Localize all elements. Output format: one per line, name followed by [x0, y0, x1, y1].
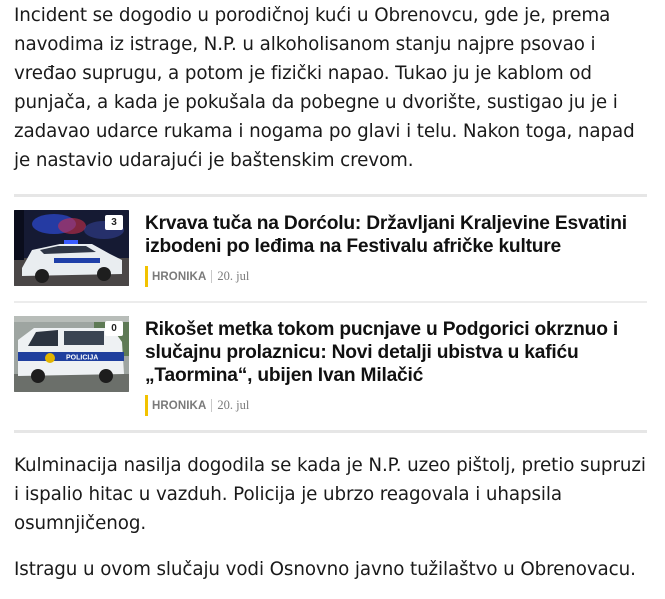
- meta-divider: [211, 270, 212, 283]
- category-label[interactable]: HRONIKA: [152, 399, 207, 412]
- article-paragraph: Kulminacija nasilja dogodila se kada je N.P. uzeo pištolj, pretio supruzi i ispalio hitac u vazduh. Policija je ubrzo reagovala i uhapsila osumnjičenog.: [14, 455, 646, 534]
- publish-date: 20. jul: [217, 269, 250, 283]
- related-article-item[interactable]: [14, 301, 647, 430]
- category-label[interactable]: HRONIKA: [152, 270, 207, 283]
- police-label: POLICIJA: [66, 354, 99, 362]
- article-meta: [145, 266, 647, 287]
- article-thumbnail[interactable]: [14, 316, 129, 392]
- publish-date: 20. jul: [217, 398, 250, 412]
- comment-count-badge: 3: [105, 215, 123, 230]
- related-article-item[interactable]: [14, 197, 647, 301]
- article-paragraph: Istragu u ovom slučaju vodi Osnovno javno tužilaštvo u Obrenovacu.: [14, 559, 636, 580]
- category-accent-bar: [145, 395, 148, 416]
- article-body: [0, 1, 665, 584]
- article-meta: [145, 395, 647, 416]
- comment-count-badge: 0: [105, 321, 123, 336]
- related-article-title[interactable]: Krvava tuča na Dorćolu: Državljani Kraljevine Esvatini izbodeni po leđima na Festivalu afričke kulture: [145, 213, 627, 257]
- related-article-title[interactable]: Rikošet metka tokom pucnjave u Podgorici okrznuo i slučajnu prolaznicu: Novi detalji ubistva u kafiću „Taormina“, ubijen Ivan Milačić: [145, 319, 618, 386]
- category-accent-bar: [145, 266, 148, 287]
- related-articles: [14, 194, 647, 433]
- article-thumbnail[interactable]: [14, 210, 129, 286]
- article-paragraph: Incident se dogodio u porodičnoj kući u Obrenovcu, gde je, prema navodima iz istrage, N.P. u alkoholisanom stanju najpre psovao i vređao suprugu, a potom je fizički napao. Tukao ju je kablom od punjača, a kada je pokušala da pobegne u dvorište, sustigao ju je i zadavao udarce rukama i nogama po glavi i telu. Nakon toga, napad je nastavio udarajući je baštenskim crevom.: [14, 5, 635, 171]
- meta-divider: [211, 399, 212, 412]
